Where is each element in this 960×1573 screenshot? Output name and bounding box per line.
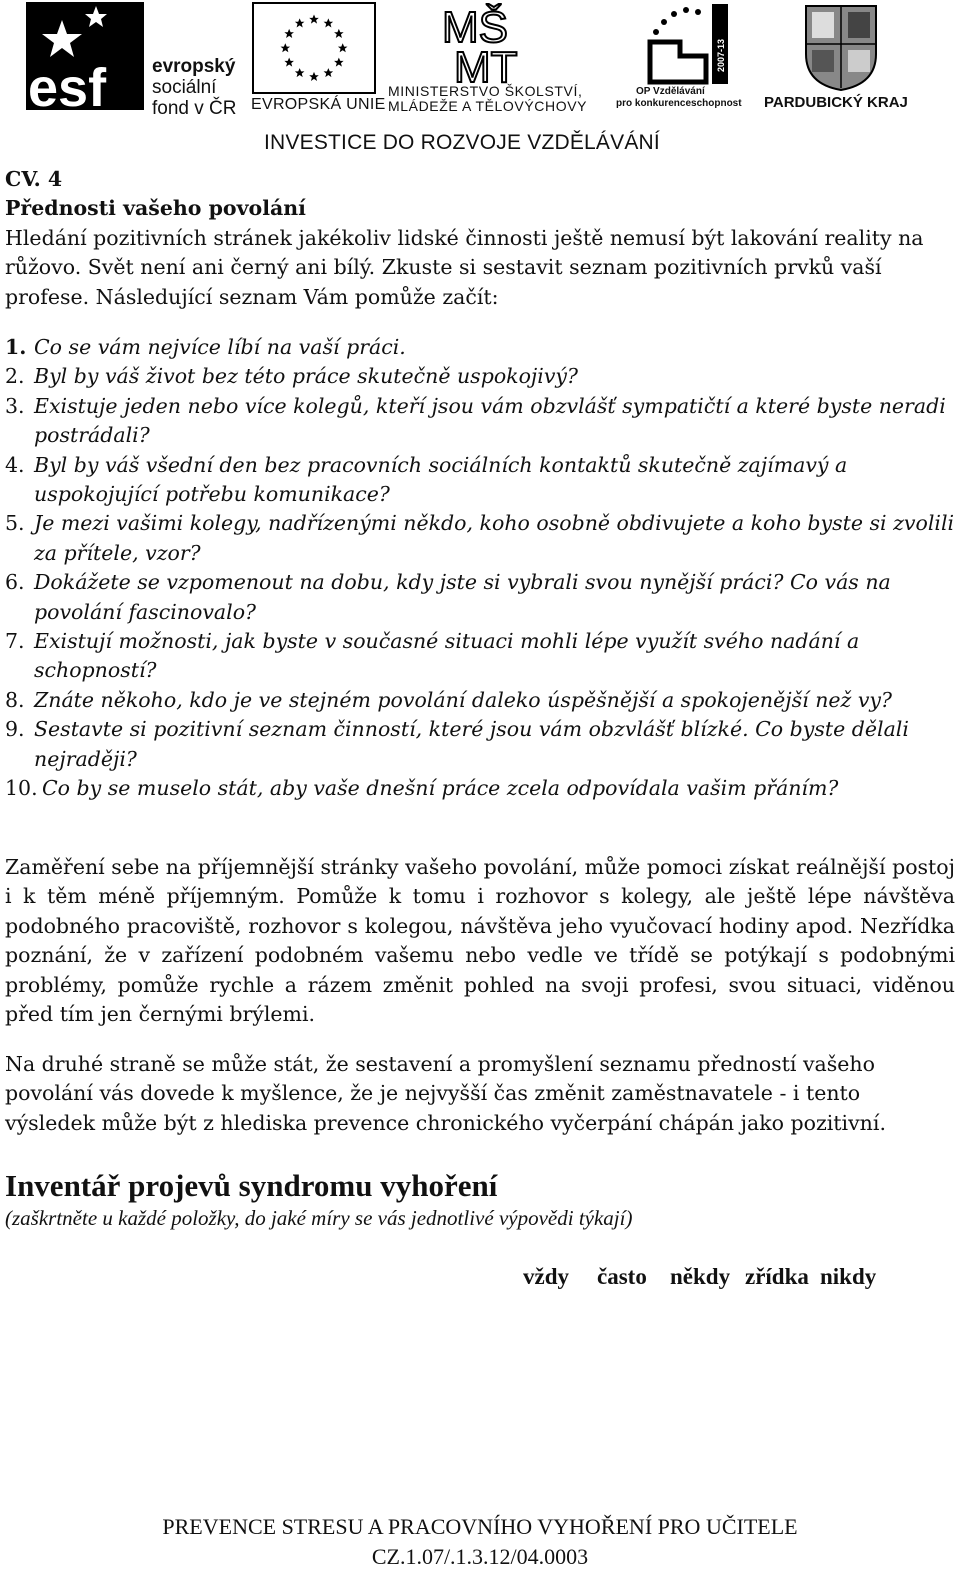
op-vk-logo <box>646 2 732 88</box>
svg-text:MŠ: MŠ <box>442 3 508 52</box>
body-paragraph-2: Na druhé straně se může stát, že sestavení a promyšlení seznamu předností vašeho povolání vás dovede k myšlence, že je nejvyšší čas změnit zaměstnavatele - i tento výsledek může být z hlediska prevence chronického vyčerpání chápán jako pozitivní. <box>5 1052 886 1135</box>
msmt-line-1: MINISTERSTVO ŠKOLSTVÍ, <box>388 83 583 99</box>
msmt-logo <box>440 2 550 84</box>
list-item-text: Je mezi vašimi kolegy, nadřízenými někdo, koho osobně obdivujete a koho byste si zvolili za přítele, vzor? <box>34 511 955 565</box>
inventory-instructions: (zaškrtněte u každé položky, do jaké míry se vás jednotlivé výpovědi týkají) <box>5 1206 633 1230</box>
esf-line-2: sociální <box>152 77 217 98</box>
eu-label: EVROPSKÁ UNIE <box>251 96 386 113</box>
list-item <box>5 568 955 627</box>
eu-flag-logo <box>252 2 376 94</box>
list-item-number: 7. <box>5 629 25 654</box>
inventory-title: Inventář projevů syndromu vyhoření <box>5 1168 498 1203</box>
msmt-line-2: MLÁDEŽE A TĚLOVÝCHOVY <box>388 98 588 114</box>
svg-text:esf: esf <box>28 58 107 110</box>
list-item-number: 2. <box>5 364 25 389</box>
list-item <box>5 392 955 451</box>
list-item <box>5 715 955 774</box>
scale-label-sometimes: někdy <box>670 1264 731 1289</box>
list-item-text: Dokážete se vzpomenout na dobu, kdy jste si vybrali svou nynější práci? Co vás na povolání fascinovalo? <box>34 570 891 624</box>
esf-logo <box>26 2 144 110</box>
list-item <box>5 627 955 686</box>
list-item-text: Co by se muselo stát, aby vaše dnešní práce zcela odpovídala vašim přáním? <box>42 776 839 801</box>
scale-label-often: často <box>597 1264 647 1289</box>
op-line-2: pro konkurenceschopnost <box>616 98 742 109</box>
header-logos <box>0 0 960 160</box>
footer-project-code: CZ.1.07/.1.3.12/04.0003 <box>371 1544 589 1569</box>
list-item-text: Existují možnosti, jak byste v současné situaci mohli lépe využít svého nadání a schopností? <box>34 629 860 683</box>
list-item-text: Byl by váš všední den bez pracovních sociálních kontaktů skutečně zajímavý a uspokojující potřebu komunikace? <box>34 452 848 507</box>
list-item <box>5 451 955 510</box>
list-item-number: 6. <box>5 570 25 595</box>
list-item-number: 1. <box>5 335 27 359</box>
scale-label-never: nikdy <box>820 1264 877 1289</box>
scale-label-rarely: zřídka <box>745 1264 809 1289</box>
intro-paragraph: Hledání pozitivních stránek jakékoliv lidské činnosti ještě nemusí být lakování reality na růžovo. Svět není ani černý ani bílý. Zkuste si sestavit seznam pozitivních prvků vaší profese. Následující seznam Vám pomůže začít: <box>5 226 924 309</box>
msmt-text <box>388 84 587 114</box>
list-item <box>5 686 955 715</box>
list-item-number: 8. <box>5 687 25 712</box>
list-item-number: 5. <box>5 511 25 536</box>
esf-text <box>152 56 236 119</box>
exercise-number: CV. 4 <box>5 167 63 191</box>
list-item-number: 9. <box>5 717 25 742</box>
section-heading: Přednosti vašeho povolání <box>5 196 306 220</box>
pardubicky-kraj-crest <box>804 4 878 92</box>
list-item <box>5 333 955 362</box>
list-item-number: 3. <box>5 393 25 418</box>
list-item-text: Byl by váš život bez této práce skutečně uspokojivý? <box>34 364 578 389</box>
list-item <box>5 774 955 803</box>
list-item-text: Znáte někoho, kdo je ve stejném povolání daleko úspěšnější a spokojenější než vy? <box>34 687 893 712</box>
question-list <box>5 333 955 804</box>
op-text <box>616 86 742 110</box>
investice-banner: INVESTICE DO ROZVOJE VZDĚLÁVÁNÍ <box>264 131 660 154</box>
list-item-text: Existuje jeden nebo více kolegů, kteří jsou vám obzvlášť sympatičtí a které byste neradi postrádali? <box>34 393 946 448</box>
footer-title: PREVENCE STRESU A PRACOVNÍHO VYHOŘENÍ PRO UČITELE <box>162 1514 798 1539</box>
list-item-number: 4. <box>5 452 25 477</box>
list-item <box>5 362 955 391</box>
op-years: 2007-13 <box>716 38 726 72</box>
op-line-1: OP Vzdělávání <box>636 86 705 97</box>
body-paragraph-1: Zaměření sebe na příjemnější stránky vašeho povolání, může pomoci získat reálnější postoj i k těm méně příjemným. Pomůže k tomu i rozhovor s kolegy, ale ještě lépe návštěva podobného pracoviště, rozhovor s kolegou, návštěva jeho vyučovací hodiny apod. Nezřídka poznání, že v zařízení podobném vašemu nebo vedle ve třídě se potýkají s podobnými problémy, pomůže rychle a rázem změnit pohled na svoji profesi, svou situaci, viděnou před tím jen černými brýlemi. <box>5 855 955 1027</box>
scale-label-always: vždy <box>523 1264 569 1289</box>
esf-line-3: fond v ČR <box>152 98 237 119</box>
list-item-number: 10. <box>5 776 38 801</box>
list-item-text: Sestavte si pozitivní seznam činností, které jsou vám obzvlášť blízké. Co byste dělali nejraději? <box>34 717 909 771</box>
list-item-text: Co se vám nejvíce líbí na vaší práci. <box>34 335 406 359</box>
list-item <box>5 509 955 568</box>
pardubicky-kraj-label: PARDUBICKÝ KRAJ <box>764 94 908 111</box>
svg-text:MT: MT <box>454 43 518 84</box>
esf-line-1: evropský <box>152 56 236 77</box>
